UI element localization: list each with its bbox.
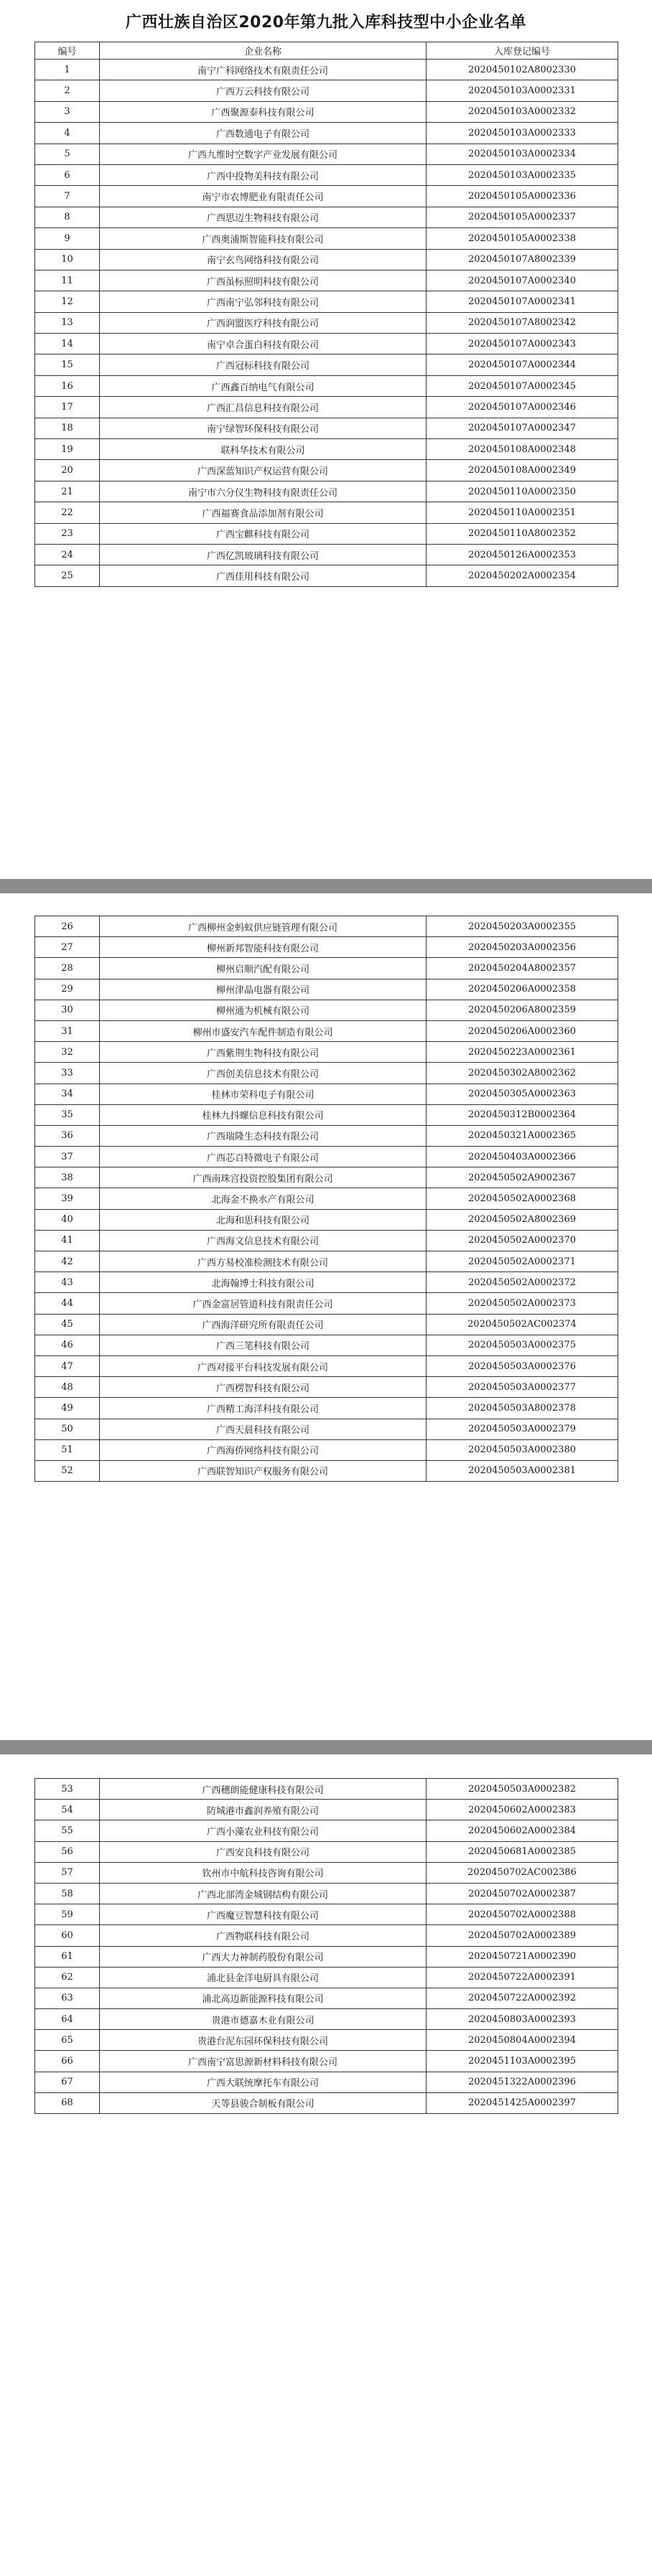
company-name: 广西三笔科技有限公司 [100,1335,427,1355]
table-row [35,1439,618,1460]
table-row [35,937,618,958]
table-row [35,2051,618,2072]
registration-number: 2020451103A0002395 [427,2051,618,2072]
row-number: 32 [35,1042,100,1063]
enterprise-table-page-3 [34,1778,618,2114]
registration-number: 2020450302A8002362 [427,1063,618,1083]
table-row [35,1904,618,1925]
table-row [35,1167,618,1188]
row-number: 59 [35,1904,100,1925]
table-row [35,1293,618,1314]
registration-number: 2020450702AC002386 [427,1862,618,1883]
table-row [35,2092,618,2113]
table-row [35,375,618,396]
row-number: 53 [35,1779,100,1800]
table-row [35,1209,618,1230]
registration-number: 2020450804A0002394 [427,2030,618,2051]
table-row [35,439,618,460]
registration-number: 2020450107A8002339 [427,249,618,270]
header-reg: 入库登记编号 [427,42,618,60]
registration-number: 2020450502A0002370 [427,1230,618,1251]
registration-number: 2020450103A0002331 [427,80,618,101]
registration-number: 2020450107A0002341 [427,291,618,312]
table-row [35,270,618,291]
row-number: 49 [35,1398,100,1419]
row-number: 24 [35,544,100,565]
company-name: 贵港市德嘉木业有限公司 [100,2009,427,2030]
row-number: 17 [35,397,100,418]
table-row [35,2072,618,2092]
header-no: 编号 [35,42,100,60]
row-number: 1 [35,60,100,80]
page-divider [0,1740,652,1754]
company-name: 广西冠标科技有限公司 [100,354,427,375]
row-number: 10 [35,249,100,270]
row-number: 4 [35,123,100,144]
company-name: 南宁绿智环保科技有限公司 [100,418,427,438]
row-number: 57 [35,1862,100,1883]
company-name: 柳州启顺汽配有限公司 [100,958,427,979]
registration-number: 2020450103A0002335 [427,164,618,185]
table-row [35,2030,618,2051]
registration-number: 2020451322A0002396 [427,2072,618,2092]
registration-number: 2020450110A0002351 [427,502,618,523]
table-row [35,1883,618,1904]
company-name: 北海和思科技有限公司 [100,1209,427,1230]
company-name: 广西穗朗能健康科技有限公司 [100,1779,427,1800]
company-name: 钦州市中航科技咨询有限公司 [100,1862,427,1883]
table-row [35,1779,618,1800]
company-name: 南宁卓合蛋白科技有限公司 [100,334,427,354]
company-name: 广西南宁富思源新材料科技有限公司 [100,2051,427,2072]
row-number: 28 [35,958,100,979]
table-row [35,1460,618,1481]
table-row [35,481,618,502]
row-number: 67 [35,2072,100,2092]
company-name: 广西大力神制药股份有限公司 [100,1946,427,1967]
row-number: 38 [35,1167,100,1188]
registration-number: 2020450502A0002373 [427,1293,618,1314]
table-row [35,418,618,438]
company-name: 广西金富居管道科技有限责任公司 [100,1293,427,1314]
row-number: 22 [35,502,100,523]
row-number: 45 [35,1314,100,1335]
registration-number: 2020450103A0002334 [427,144,618,164]
table-row [35,916,618,937]
company-name: 广西创美信息技术有限公司 [100,1063,427,1083]
registration-number: 2020450103A0002333 [427,123,618,144]
table-row [35,1000,618,1020]
table-row [35,1230,618,1251]
company-name: 广西对接平台科技发展有限公司 [100,1355,427,1376]
company-name: 南宁玄鸟网络科技有限公司 [100,249,427,270]
table-row [35,565,618,586]
registration-number: 2020450702A0002389 [427,1925,618,1946]
table-row [35,1188,618,1209]
row-number: 8 [35,207,100,227]
table-row [35,1083,618,1104]
registration-number: 2020450502A0002371 [427,1251,618,1272]
company-name: 柳州津晶电器有限公司 [100,979,427,1000]
registration-number: 2020450102A8002330 [427,60,618,80]
company-name: 广西楞智科技有限公司 [100,1377,427,1398]
company-name: 柳州市盛安汽车配件制造有限公司 [100,1020,427,1041]
company-name: 广西福赛食品添加剂有限公司 [100,502,427,523]
table-row [35,1335,618,1355]
registration-number: 2020450105A0002337 [427,207,618,227]
company-name: 南宁市六分仪生物科技有限责任公司 [100,481,427,502]
table-row [35,523,618,544]
row-number: 18 [35,418,100,438]
row-number: 43 [35,1272,100,1293]
row-number: 3 [35,101,100,122]
row-number: 55 [35,1820,100,1841]
row-number: 42 [35,1251,100,1272]
company-name: 广西精工海洋科技有限公司 [100,1398,427,1419]
company-name: 广西南宁弘邻科技有限公司 [100,291,427,312]
registration-number: 2020450107A0002340 [427,270,618,291]
table-row [35,1419,618,1439]
company-name: 南宁广科网络技术有限责任公司 [100,60,427,80]
registration-number: 2020450110A0002350 [427,481,618,502]
row-number: 51 [35,1439,100,1460]
table-row [35,544,618,565]
row-number: 62 [35,1967,100,1988]
table-row [35,1125,618,1146]
table-row [35,249,618,270]
company-name: 贵港台泥东园环保科技有限公司 [100,2030,427,2051]
company-name: 天等县骏合制板有限公司 [100,2092,427,2113]
table-page-3 [34,1778,618,2114]
registration-number: 2020450108A0002349 [427,460,618,481]
company-name: 广西小藻农业科技有限公司 [100,1820,427,1841]
registration-number: 2020450602A0002384 [427,1820,618,1841]
registration-number: 2020450204A8002357 [427,958,618,979]
table-row [35,291,618,312]
row-number: 20 [35,460,100,481]
row-number: 58 [35,1883,100,1904]
registration-number: 2020450126A0002353 [427,544,618,565]
registration-number: 2020450503A0002377 [427,1377,618,1398]
table-row [35,334,618,354]
table-row [35,1925,618,1946]
row-number: 35 [35,1104,100,1125]
table-row [35,1988,618,2008]
registration-number: 2020450105A0002338 [427,228,618,249]
registration-number: 2020450107A0002347 [427,418,618,438]
row-number: 31 [35,1020,100,1041]
table-row [35,80,618,101]
row-number: 26 [35,916,100,937]
company-name: 广西汇昌信息科技有限公司 [100,397,427,418]
table-row [35,958,618,979]
table-row [35,1800,618,1820]
company-name: 广西聚源泰科技有限公司 [100,101,427,122]
table-row [35,1020,618,1041]
company-name: 广西瑞隆生态科技有限公司 [100,1125,427,1146]
row-number: 46 [35,1335,100,1355]
page-title: 广西壮族自治区2020年第九批入库科技型中小企业名单 [125,14,527,32]
registration-number: 2020450203A0002356 [427,937,618,958]
company-name: 广西大联统摩托车有限公司 [100,2072,427,2092]
registration-number: 2020450503A0002376 [427,1355,618,1376]
registration-number: 2020450702A0002388 [427,1904,618,1925]
table-row [35,312,618,333]
row-number: 48 [35,1377,100,1398]
registration-number: 2020450502AC002374 [427,1314,618,1335]
row-number: 21 [35,481,100,502]
table-row [35,1272,618,1293]
registration-number: 2020450722A0002391 [427,1967,618,1988]
table-row [35,1355,618,1376]
registration-number: 2020450803A0002393 [427,2009,618,2030]
row-number: 34 [35,1083,100,1104]
registration-number: 2020450202A0002354 [427,565,618,586]
row-number: 15 [35,354,100,375]
row-number: 19 [35,439,100,460]
row-number: 2 [35,80,100,101]
company-name: 广西鑫百纳电气有限公司 [100,375,427,396]
table-row [35,354,618,375]
row-number: 29 [35,979,100,1000]
registration-number: 2020450108A0002348 [427,439,618,460]
registration-number: 2020450107A0002346 [427,397,618,418]
company-name: 广西万云科技有限公司 [100,80,427,101]
registration-number: 2020450681A0002385 [427,1841,618,1862]
company-name: 广西柳州金蚂蚁供应链管理有限公司 [100,916,427,937]
registration-number: 2020450503A8002378 [427,1398,618,1419]
company-name: 广西芯百特微电子有限公司 [100,1147,427,1167]
row-number: 5 [35,144,100,164]
row-number: 14 [35,334,100,354]
row-number: 64 [35,2009,100,2030]
row-number: 33 [35,1063,100,1083]
row-number: 54 [35,1800,100,1820]
table-row [35,1398,618,1419]
company-name: 广西思迈生物科技有限公司 [100,207,427,227]
registration-number: 2020450321A0002365 [427,1125,618,1146]
table-row [35,207,618,227]
registration-number: 2020450206A0002360 [427,1020,618,1041]
table-row [35,460,618,481]
company-name: 联科华技术有限公司 [100,439,427,460]
table-row [35,1841,618,1862]
company-name: 广西安良科技有限公司 [100,1841,427,1862]
company-name: 广西深蓝知识产权运营有限公司 [100,460,427,481]
row-number: 16 [35,375,100,396]
row-number: 63 [35,1988,100,2008]
company-name: 广西北部湾金城钢结构有限公司 [100,1883,427,1904]
company-name: 广西海文信息技术有限公司 [100,1230,427,1251]
row-number: 27 [35,937,100,958]
registration-number: 2020450602A0002383 [427,1800,618,1820]
row-number: 25 [35,565,100,586]
header-name: 企业名称 [100,42,427,60]
registration-number: 2020450107A0002345 [427,375,618,396]
company-name: 广西宝麒科技有限公司 [100,523,427,544]
company-name: 桂林九抖螺信息科技有限公司 [100,1104,427,1125]
registration-number: 2020450203A0002355 [427,916,618,937]
company-name: 广西方易校准检测技术有限公司 [100,1251,427,1272]
company-name: 浦北县金洋电厨具有限公司 [100,1967,427,1988]
row-number: 12 [35,291,100,312]
row-number: 40 [35,1209,100,1230]
company-name: 广西物联科技有限公司 [100,1925,427,1946]
company-name: 柳州通为机械有限公司 [100,1000,427,1020]
company-name: 北海金不换水产有限公司 [100,1188,427,1209]
row-number: 7 [35,186,100,207]
company-name: 广西九维时空数字产业发展有限公司 [100,144,427,164]
registration-number: 2020450107A8002342 [427,312,618,333]
registration-number: 2020450721A0002390 [427,1946,618,1967]
row-number: 13 [35,312,100,333]
company-name: 广西数通电子有限公司 [100,123,427,144]
row-number: 39 [35,1188,100,1209]
table-row [35,502,618,523]
table-row [35,397,618,418]
table-row [35,1251,618,1272]
company-name: 广西虽标照明科技有限公司 [100,270,427,291]
table-row [35,164,618,185]
company-name: 防城港市鑫润养殖有限公司 [100,1800,427,1820]
row-number: 56 [35,1841,100,1862]
registration-number: 2020450503A0002379 [427,1419,618,1439]
registration-number: 2020451425A0002397 [427,2092,618,2113]
company-name: 广西奥浦斯智能科技有限公司 [100,228,427,249]
table-row [35,1063,618,1083]
table-page-1 [34,42,618,587]
table-row [35,1967,618,1988]
row-number: 11 [35,270,100,291]
table-page-2 [34,916,618,1482]
row-number: 52 [35,1460,100,1481]
row-number: 23 [35,523,100,544]
row-number: 68 [35,2092,100,2113]
table-row [35,123,618,144]
registration-number: 2020450503A0002380 [427,1439,618,1460]
table-row [35,1314,618,1335]
table-row [35,228,618,249]
company-name: 浦北高迈新能源科技有限公司 [100,1988,427,2008]
row-number: 50 [35,1419,100,1439]
company-name: 广西亿凯玻璃科技有限公司 [100,544,427,565]
registration-number: 2020450206A8002359 [427,1000,618,1020]
company-name: 广西海洋研究所有限责任公司 [100,1314,427,1335]
row-number: 44 [35,1293,100,1314]
registration-number: 2020450107A0002343 [427,334,618,354]
company-name: 广西海侨网络科技有限公司 [100,1439,427,1460]
table-row [35,1147,618,1167]
registration-number: 2020450110A8002352 [427,523,618,544]
page-divider [0,879,652,893]
registration-number: 2020450105A0002336 [427,186,618,207]
registration-number: 2020450103A0002332 [427,101,618,122]
registration-number: 2020450502A9002367 [427,1167,618,1188]
table-row [35,1946,618,1967]
enterprise-table-page-2 [34,916,618,1482]
table-row [35,1104,618,1125]
company-name: 柳州新邦智能科技有限公司 [100,937,427,958]
row-number: 9 [35,228,100,249]
company-name: 广西佳用科技有限公司 [100,565,427,586]
company-name: 广西润盟医疗科技有限公司 [100,312,427,333]
row-number: 60 [35,1925,100,1946]
table-row [35,186,618,207]
row-number: 66 [35,2051,100,2072]
registration-number: 2020450722A0002392 [427,1988,618,2008]
registration-number: 2020450503A0002375 [427,1335,618,1355]
company-name: 北海翰博士科技有限公司 [100,1272,427,1293]
table-row [35,1820,618,1841]
company-name: 桂林市荣科电子有限公司 [100,1083,427,1104]
registration-number: 2020450502A0002368 [427,1188,618,1209]
registration-number: 2020450503A0002381 [427,1460,618,1481]
row-number: 61 [35,1946,100,1967]
table-row [35,144,618,164]
company-name: 南宁市农博肥业有限责任公司 [100,186,427,207]
registration-number: 2020450305A0002363 [427,1083,618,1104]
table-header-row [35,42,618,60]
company-name: 广西魔豆智慧科技有限公司 [100,1904,427,1925]
row-number: 6 [35,164,100,185]
table-row [35,1862,618,1883]
registration-number: 2020450223A0002361 [427,1042,618,1063]
registration-number: 2020450503A0002382 [427,1779,618,1800]
registration-number: 2020450702A0002387 [427,1883,618,1904]
company-name: 广西天晨科技有限公司 [100,1419,427,1439]
registration-number: 2020450107A0002344 [427,354,618,375]
registration-number: 2020450502A0002372 [427,1272,618,1293]
enterprise-table-page-1 [34,42,618,587]
company-name: 广西南珠宫投资控股集团有限公司 [100,1167,427,1188]
table-row [35,1042,618,1063]
table-row [35,979,618,1000]
company-name: 广西中投物美科技有限公司 [100,164,427,185]
registration-number: 2020450312B0002364 [427,1104,618,1125]
row-number: 47 [35,1355,100,1376]
row-number: 37 [35,1147,100,1167]
table-row [35,2009,618,2030]
row-number: 30 [35,1000,100,1020]
row-number: 36 [35,1125,100,1146]
row-number: 65 [35,2030,100,2051]
table-row [35,101,618,122]
table-row [35,60,618,80]
company-name: 广西紫荆生物科技有限公司 [100,1042,427,1063]
registration-number: 2020450403A0002366 [427,1147,618,1167]
registration-number: 2020450502A8002369 [427,1209,618,1230]
row-number: 41 [35,1230,100,1251]
registration-number: 2020450206A0002358 [427,979,618,1000]
table-row [35,1377,618,1398]
company-name: 广西联智知识产权服务有限公司 [100,1460,427,1481]
